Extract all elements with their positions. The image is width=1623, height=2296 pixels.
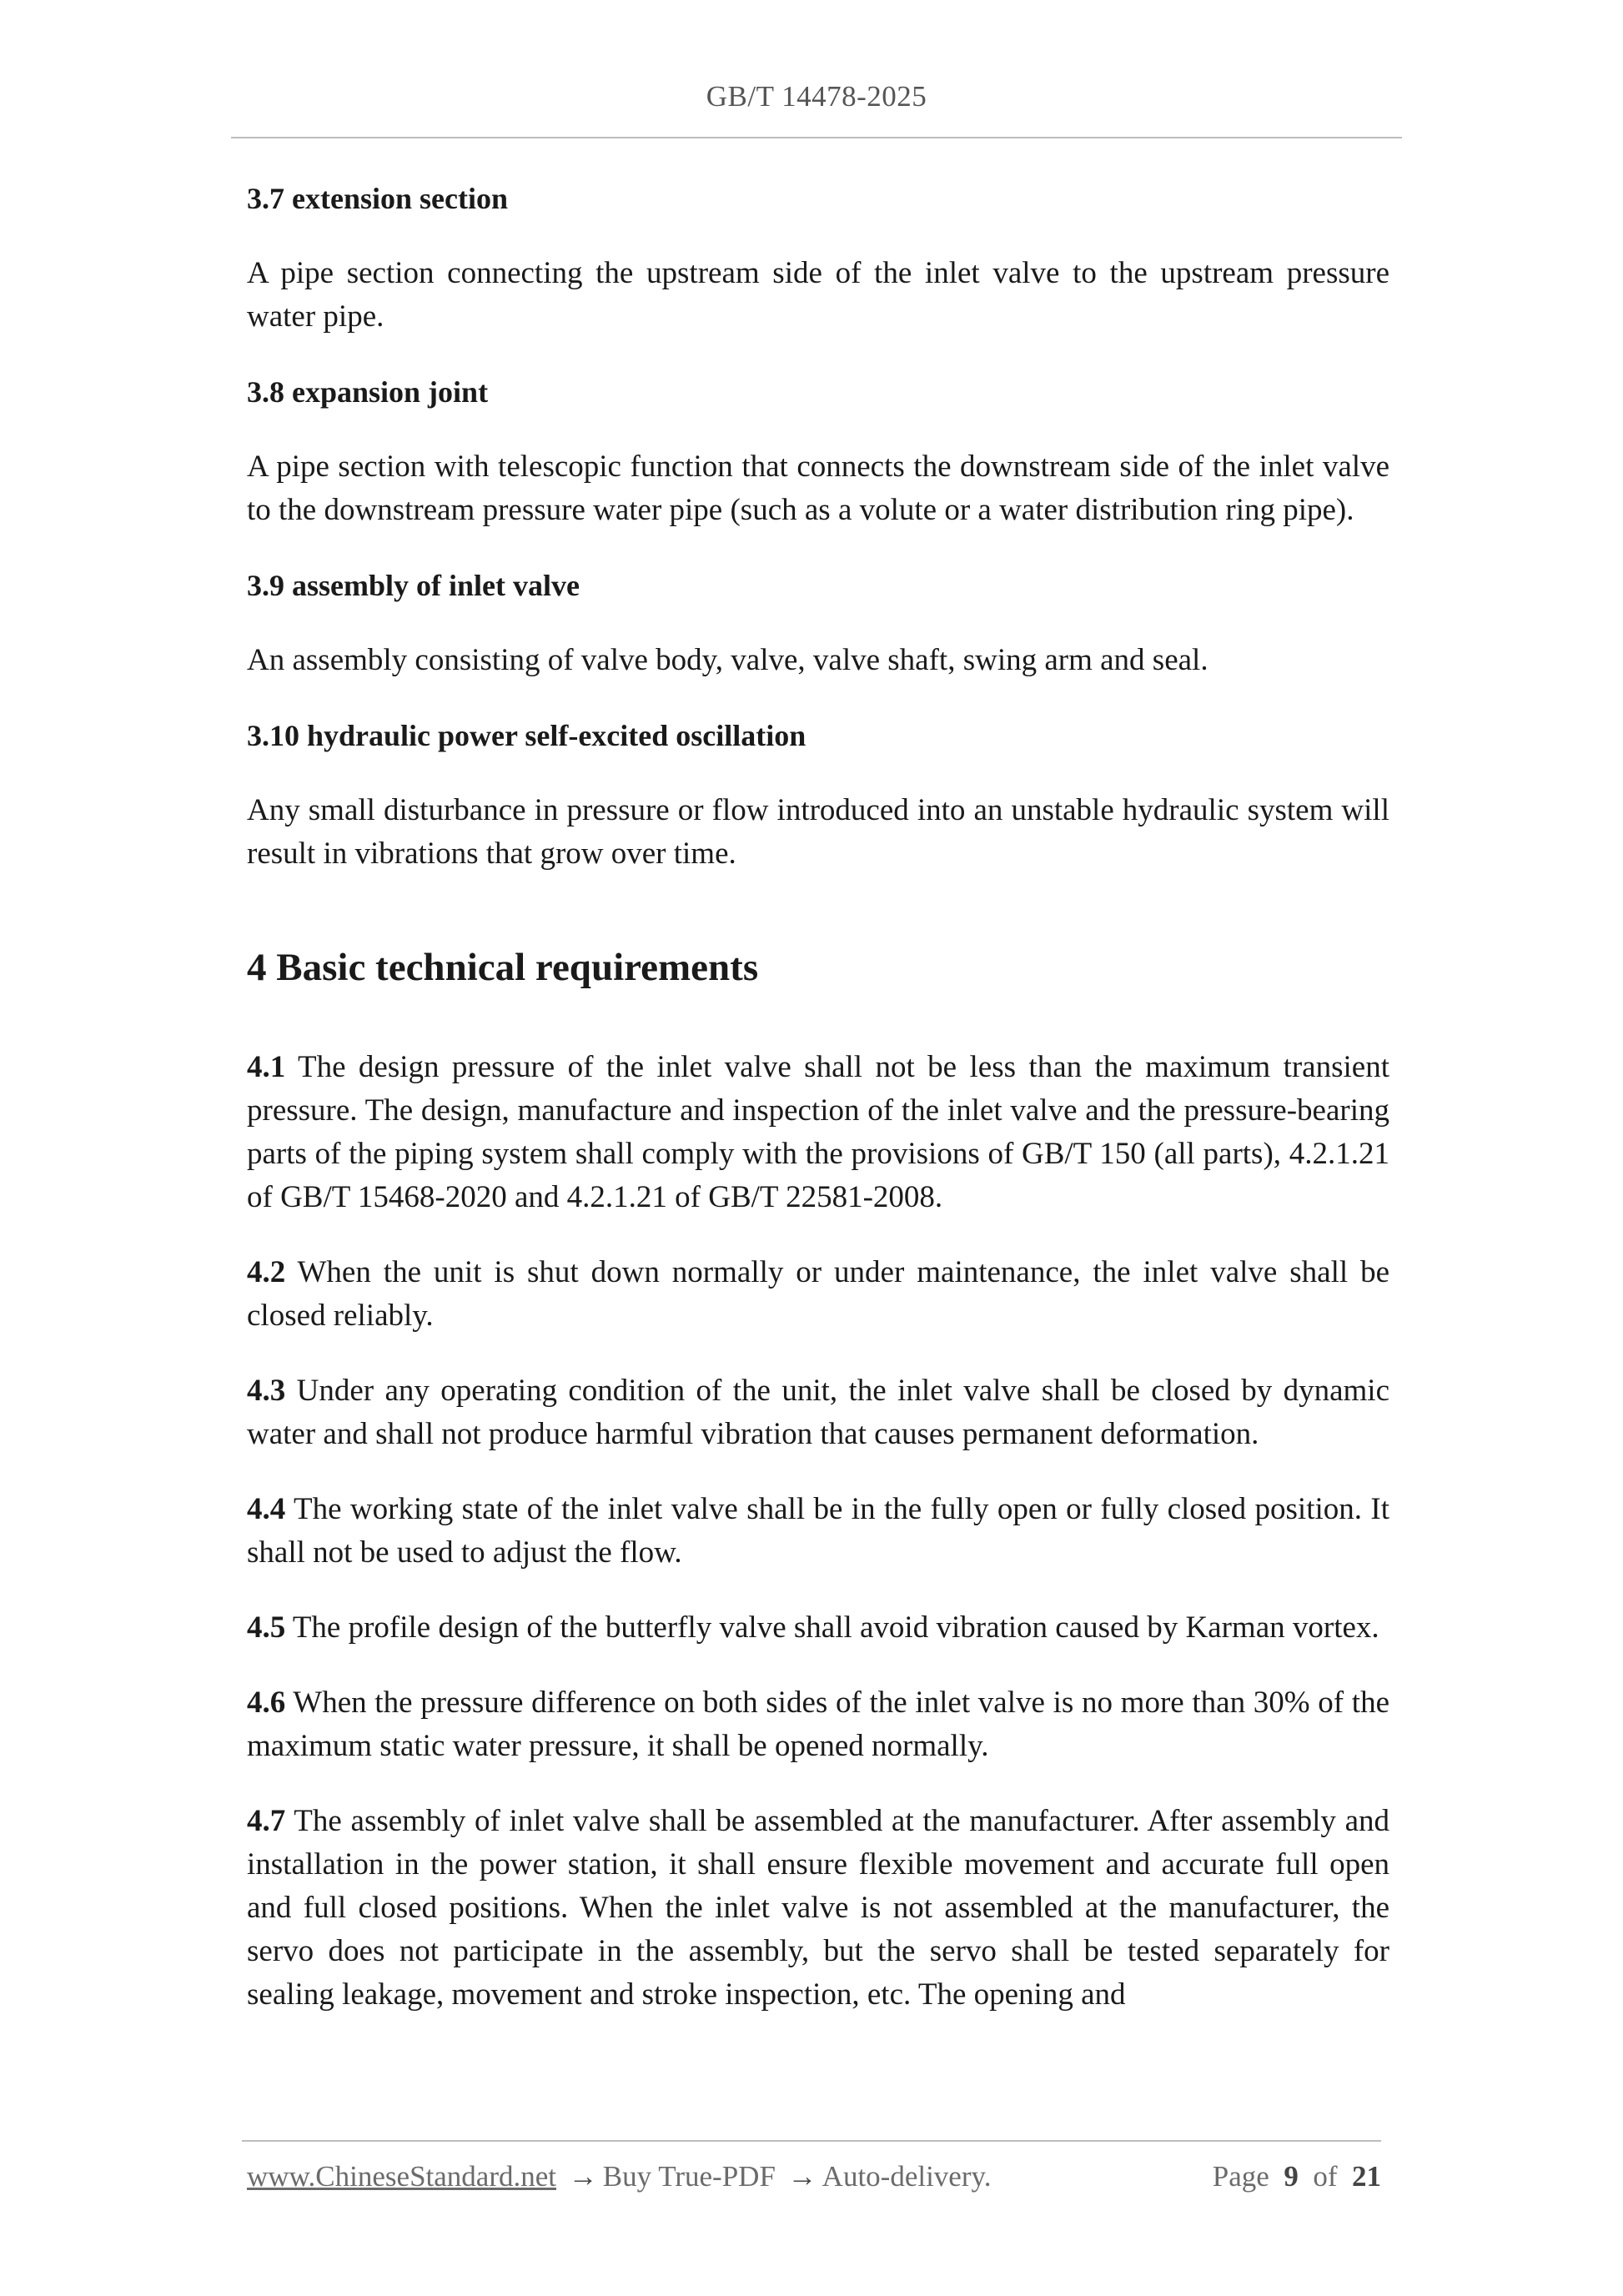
term-definition-3-10: Any small disturbance in pressure or flow introduced into an unstable hydraulic system will result in vibrations that grow over time. bbox=[247, 793, 1389, 871]
term-definition-3-8: A pipe section with telescopic function that connects the downstream side of the inlet valve to the downstream pressure water pipe (such as a volute or a water distribution ring pipe). bbox=[247, 450, 1389, 527]
page-label: Page bbox=[1212, 2160, 1269, 2193]
clause-4-5 bbox=[247, 1606, 1389, 1650]
clause-4-2 bbox=[247, 1251, 1389, 1338]
page-counter bbox=[1213, 2160, 1381, 2193]
current-page-number: 9 bbox=[1284, 2160, 1299, 2193]
buy-true-pdf-text: Buy True-PDF bbox=[602, 2160, 776, 2193]
page-content bbox=[247, 177, 1389, 2048]
chinesestandard-link[interactable]: www.ChineseStandard.net bbox=[247, 2160, 556, 2193]
page-footer bbox=[247, 2160, 1381, 2193]
clause-number: 4.6 bbox=[247, 1686, 286, 1720]
term-title-3-10: 3.10 hydraulic power self-excited oscillation bbox=[247, 719, 806, 752]
clause-number: 4.3 bbox=[247, 1374, 286, 1408]
clause-number: 4.4 bbox=[247, 1492, 286, 1526]
header-divider bbox=[231, 137, 1402, 138]
clause-4-4 bbox=[247, 1488, 1389, 1575]
arrow-right-icon: → bbox=[568, 2160, 598, 2193]
clause-text: The profile design of the butterfly valve shall avoid vibration caused by Karman vortex. bbox=[285, 1610, 1379, 1645]
term-title-3-8: 3.8 expansion joint bbox=[247, 375, 489, 409]
clause-4-6 bbox=[247, 1681, 1389, 1768]
clause-text: Under any operating condition of the unit, the inlet valve shall be closed by dynamic water and shall not produce harmful vibration that causes permanent deformation. bbox=[247, 1374, 1389, 1451]
clause-text: The assembly of inlet valve shall be assembled at the manufacturer. After assembly and installation in the power station, it shall ensure flexible movement and accurate full open and full closed positions. When the inlet valve is not assembled at the manufacturer, the servo does not participate in the assembly, but the servo shall be tested separately for sealing leakage, movement and stroke inspection, etc. The opening and bbox=[247, 1804, 1389, 2012]
arrow-right-icon: → bbox=[787, 2160, 817, 2193]
document-id-header: GB/T 14478-2025 bbox=[706, 80, 927, 113]
clause-text: When the pressure difference on both sides of the inlet valve is no more than 30% of the maximum static water pressure, it shall be opened normally. bbox=[247, 1686, 1389, 1763]
clause-text: When the unit is shut down normally or under maintenance, the inlet valve shall be closed reliably. bbox=[247, 1255, 1389, 1333]
clause-number: 4.5 bbox=[247, 1610, 286, 1645]
term-definition-3-9: An assembly consisting of valve body, valve, valve shaft, swing arm and seal. bbox=[247, 643, 1208, 677]
clause-4-3 bbox=[247, 1369, 1389, 1456]
term-title-3-9: 3.9 assembly of inlet valve bbox=[247, 569, 580, 602]
auto-delivery-text: Auto-delivery. bbox=[822, 2160, 992, 2193]
section-4-heading: 4 Basic technical requirements bbox=[247, 946, 759, 989]
clause-text: The design pressure of the inlet valve shall not be less than the maximum transient pressure. The design, manufacture and inspection of the inlet valve and the pressure-bearing parts of the piping system shall comply with the provisions of GB/T 150 (all parts), 4.2.1.21 of GB/T 15468-2020 and 4.2.1.21 of GB/T 22581-2008. bbox=[247, 1050, 1389, 1214]
of-label: of bbox=[1313, 2160, 1338, 2193]
term-title-3-7: 3.7 extension section bbox=[247, 182, 508, 215]
clause-4-1 bbox=[247, 1046, 1389, 1219]
clause-number: 4.2 bbox=[247, 1255, 286, 1289]
total-pages-number: 21 bbox=[1352, 2160, 1381, 2193]
clause-number: 4.1 bbox=[247, 1050, 286, 1084]
clause-4-7 bbox=[247, 1800, 1389, 2017]
clause-number: 4.7 bbox=[247, 1804, 286, 1838]
footer-left bbox=[247, 2160, 991, 2193]
clause-text: The working state of the inlet valve shall be in the fully open or fully closed position. It shall not be used to adjust the flow. bbox=[247, 1492, 1389, 1570]
footer-divider bbox=[242, 2140, 1381, 2142]
term-definition-3-7: A pipe section connecting the upstream side of the inlet valve to the upstream pressure water pipe. bbox=[247, 256, 1389, 334]
